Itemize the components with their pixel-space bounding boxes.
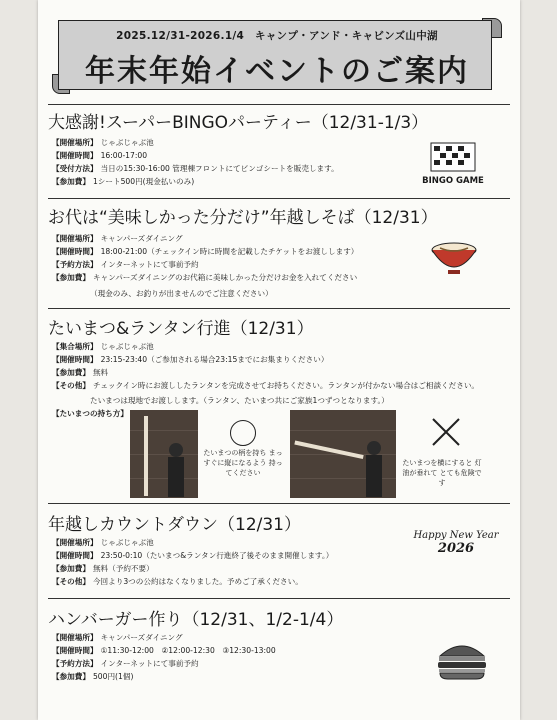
torch-incorrect-photo [290,410,396,498]
info-row: 【開催時間】 23:50-0:10（たいまつ&ランタン行進終了後そのまま開催します。） [52,551,334,560]
section-title-countdown: 年越しカウントダウン（12/31） [48,515,301,535]
info-row: 【開催時間】 ①11:30-12:00 ②12:00-12:30 ③12:30-13:00 [52,646,276,655]
bingo-illustration [414,140,492,192]
greeting-year: 2026 [437,541,475,556]
torch-heading: 【たいまつの持ち方】 [52,409,128,418]
torch-correct-photo [130,410,198,498]
background-left [0,0,38,720]
background-right [520,0,557,720]
section-divider [48,503,510,504]
banner-subtitle: 2025.12/31-2026.1/4 キャンプ・アンド・キャビンズ山中湖 [116,30,438,42]
info-row: 【開催場所】 じゃぶじゃぶ池 [52,538,154,547]
section-title-bingo: 大感謝!スーパーBINGOパーティー（12/31-1/3） [48,113,429,133]
info-row: 【開催時間】 23:15-23:40（ご参加される場合23:15までにお集まりください） [52,355,329,364]
soba-bowl-icon [428,236,480,278]
info-row: 【開催場所】 キャンパーズダイニング [52,234,183,243]
hamburger-icon [436,640,488,680]
info-row: 【開催場所】 じゃぶじゃぶ池 [52,138,154,147]
info-row: 【開催時間】 16:00-17:00 [52,151,148,160]
greeting-text: Happy New Year [413,530,499,541]
banner-title: 年末年始イベントのご案内 [85,54,469,89]
section-divider [48,198,510,199]
info-row: 【参加費】 無料（予約不要） [52,564,154,573]
info-row: 【その他】 今回より3つの公約はなくなりました。予めご了承ください。 [52,577,303,586]
title-banner [52,18,502,92]
info-row: 【集合場所】 じゃぶじゃぶ池 [52,342,154,351]
section-divider [48,598,510,599]
torch-caption-correct: たいまつの柄を持ち まっすぐに縦になるよう 持ってください [203,449,283,477]
section-divider [48,104,510,105]
bingo-label: BINGO GAME [422,176,484,186]
happy-new-year-greeting [406,530,506,556]
info-row: 【開催場所】 キャンパーズダイニング [52,633,183,642]
correct-mark-icon [230,420,256,446]
section-divider [48,308,510,309]
info-row: 【開催時間】 18:00-21:00（チェックイン時に時間を記載したチケットをお渡しします） [52,247,359,256]
info-row: 【その他】 チェックイン時にお渡ししたランタンを完成させてお持ちください。ランタンが付かない場合はご相談ください。 [52,381,480,390]
torch-caption-incorrect: たいまつを横にすると 灯油が垂れて とても危険です [402,459,482,487]
info-row: 【受付方法】 当日の15:30-16:00 管理棟フロントにてビンゴシートを販売します。 [52,164,339,173]
info-row: 【参加費】 1シート500円(現金払いのみ) [52,177,195,186]
section-title-torch: たいまつ&ランタン行進（12/31） [48,319,314,339]
info-row: 【参加費】 キャンパーズダイニングのお代箱に美味しかった分だけお金を入れてください [52,273,358,282]
note-continuation: たいまつは現地でお渡しします。（ランタン、たいまつ共にご家族1つずつとなります。） [90,396,389,405]
info-row: 【参加費】 無料 [52,368,109,377]
section-title-soba: お代は“美味しかった分だけ”年越しそば（12/31） [48,208,438,228]
note-continuation: （現金のみ、お釣りが出ませんのでご注意ください） [90,289,273,298]
bingo-card-icon [430,142,476,172]
info-row: 【参加費】 500円(1個) [52,672,134,681]
info-row: 【予約方法】 インターネットにて事前予約 [52,659,199,668]
info-row: 【予約方法】 インターネットにて事前予約 [52,260,199,269]
section-title-hamburger: ハンバーガー作り（12/31、1/2-1/4） [48,610,344,630]
incorrect-mark-icon [430,416,462,448]
